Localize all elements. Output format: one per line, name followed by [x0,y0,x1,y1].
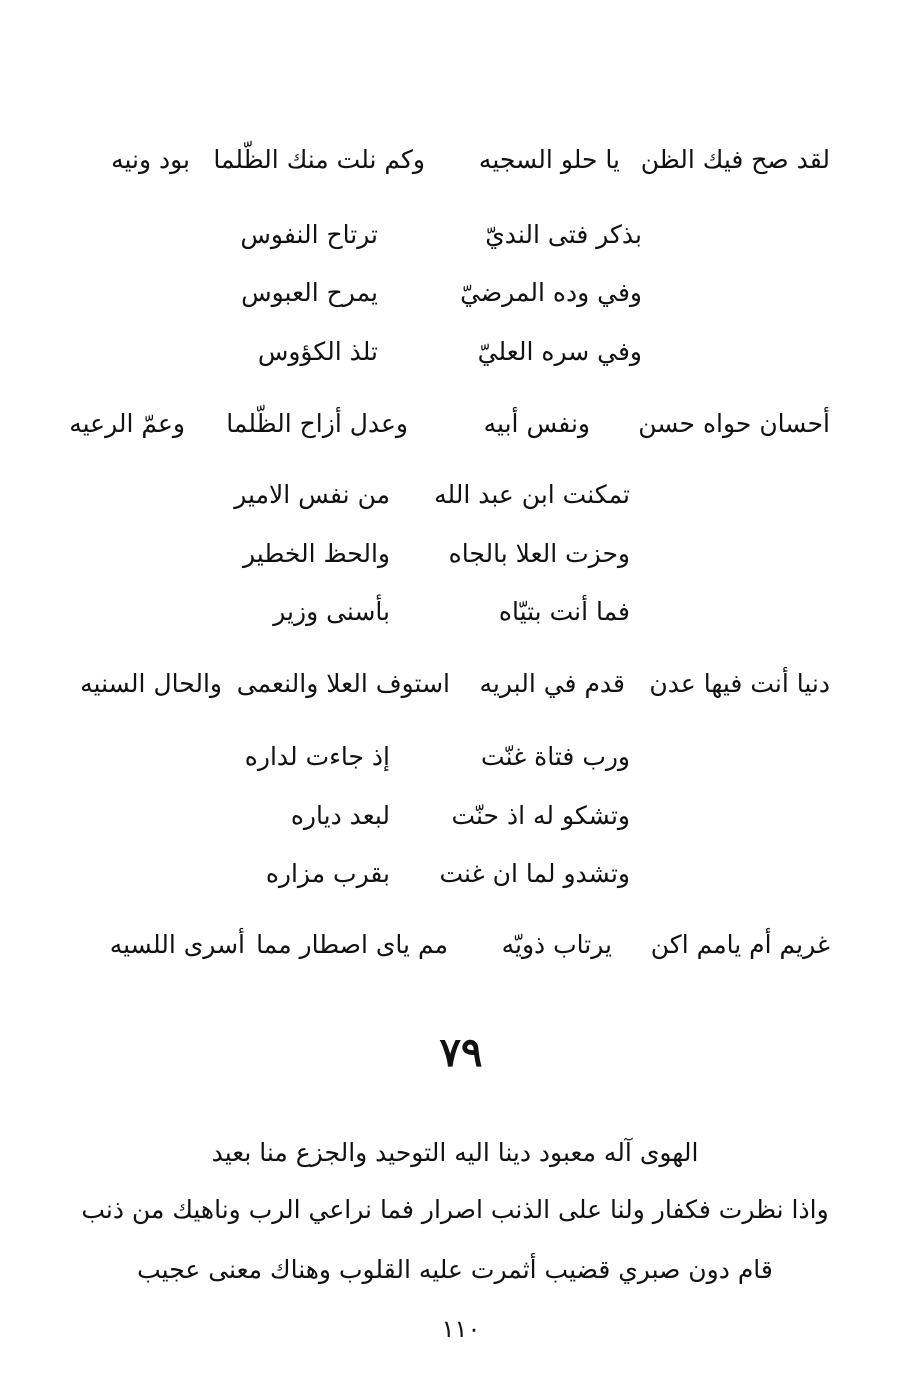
refrain-1-part-3: وكم نلت منك الظّلما [213,145,425,174]
verse-1-3-first-hemistich: وفي سره العليّ [477,337,642,366]
refrain-2-part-2: ونفس أبيه [483,409,590,438]
refrain-3-part-2: قدم في البريه [479,669,625,698]
refrain-1-part-4: بود ونيه [111,145,190,174]
verse-1-1-second-hemistich: ترتاح النفوس [240,220,378,249]
verse-2-3-second-hemistich: بأسنى وزير [273,597,390,626]
verse-2-1-first-hemistich: تمكنت ابن عبد الله [434,480,630,509]
verse-2-2-second-hemistich: والحظ الخطير [243,539,390,568]
verse-3-3-second-hemistich: بقرب مزاره [265,859,390,888]
verse-2-2-first-hemistich: وحزت العلا بالجاه [448,539,630,568]
verse-1-2-second-hemistich: يمرح العبوس [241,278,378,307]
poem-number: ٧٩ [439,1029,483,1076]
verse-3-3-first-hemistich: وتشدو لما ان غنت [439,859,630,888]
refrain-2-part-1: أحسان حواه حسن [638,409,830,438]
prose-line-3: قام دون صبري قضيب أثمرت عليه القلوب وهناك معنى عجيب [137,1255,773,1284]
verse-2-3-first-hemistich: فما أنت بتيّاه [498,597,630,626]
refrain-3-part-3: استوف العلا والنعمى [236,669,450,698]
verse-3-1-first-hemistich: ورب فتاة غنّت [481,742,630,771]
refrain-4-part-4: أسرى اللسيه [109,930,245,959]
refrain-4-part-2: يرتاب ذويّه [501,930,612,959]
refrain-line-2 [70,404,830,444]
verse-1-2-first-hemistich: وفي وده المرضيّ [460,278,642,307]
refrain-1-part-2: يا حلو السجيه [478,145,620,174]
refrain-line-1 [70,140,830,180]
prose-line-1: الهوى آله معبود دينا اليه التوحيد والجزع منا بعيد [211,1138,699,1167]
verse-3-1-second-hemistich: إذ جاءت لداره [244,742,390,771]
refrain-1-part-1: لقد صح فيك الظن [640,145,830,174]
verse-3-2-first-hemistich: وتشكو له اذ حنّت [451,801,630,830]
prose-line-2: واذا نظرت فكفار ولنا على الذنب اصرار فما نراعي الرب وناهيك من ذنب [81,1195,829,1224]
refrain-line-3 [70,664,830,704]
page-number: ١١٠ [441,1315,481,1343]
refrain-4-part-3: مم ياى اصطار مما [256,930,448,959]
verse-3-2-second-hemistich: لبعد دياره [290,801,390,830]
verse-1-3-second-hemistich: تلذ الكؤوس [257,337,378,366]
refrain-line-4 [70,925,830,965]
verse-1-1-first-hemistich: بذكر فتى النديّ [485,220,642,249]
verse-2-1-second-hemistich: من نفس الامير [234,480,390,509]
refrain-3-part-4: والحال السنيه [80,669,222,698]
refrain-4-part-1: غريم أم يامم اكن [650,930,830,959]
refrain-3-part-1: دنيا أنت فيها عدن [649,669,830,698]
refrain-2-part-4: وعمّ الرعيه [69,409,185,438]
refrain-2-part-3: وعدل أزاح الظّلما [226,409,408,438]
